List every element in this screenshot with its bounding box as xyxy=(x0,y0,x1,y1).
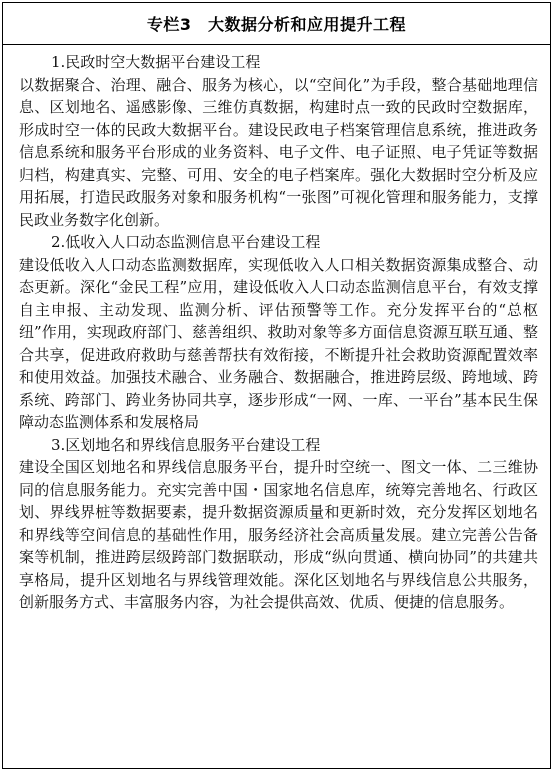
section-3-heading: 3.区划地名和界线信息服务平台建设工程 xyxy=(51,435,321,454)
column-box xyxy=(2,2,551,769)
section-1-body: 以数据聚合、治理、融合、服务为核心，以“空间化”为手段，整合基础地理信息、区划地名、遥感影像、三维仿真数据，构建时点一致的民政时空数据库，形成时空一体的民政大数据平台。建设民政电子档案管理信息系统，推进政务信息系统和服务平台形成的业务资料、电子文件、电子证照、电子凭证等数据归档，构建真实、完整、可用、安全的电子档案库。强化大数据时空分析及应用拓展，打造民政服务对象和服务机构“一张图”可视化管理和服务能力，支撑民政业务数字化创新。 xyxy=(19,75,538,229)
section-3-body: 建设全国区划地名和界线信息服务平台，提升时空统一、图文一体、二三维协同的信息服务能力。充实完善中国・国家地名信息库，统筹完善地名、行政区划、界线界桩等数据要素，提升数据资源质量和更新时效，充分发挥区划地名和界线等空间信息的基础性作用，服务经济社会高质量发展。建立完善公告备案等机制，推进跨层级跨部门数据联动，形成“纵向贯通、横向协同”的共建共享格局，提升区划地名与界线管理效能。深化区划地名与界线信息公共服务，创新服务方式、丰富服务内容，为社会提供高效、优质、便捷的信息服务。 xyxy=(19,458,538,611)
section-1-heading: 1.民政时空大数据平台建设工程 xyxy=(51,53,261,71)
box-title: 专栏3 大数据分析和应用提升工程 xyxy=(3,3,550,45)
box-content xyxy=(3,45,550,614)
section-2-body: 建设低收入人口动态监测数据库，实现低收入人口相关数据资源集成整合、动态更新。深化“金民工程”应用，建设低收入人口动态监测信息平台，有效支撑自主申报、主动发现、监测分析、评估预警等工作。充分发挥平台的“总枢纽”作用，实现政府部门、慈善组织、救助对象等多方面信息资源互联互通、整合共享，促进政府救助与慈善帮扶有效衔接，不断提升社会救助资源配置效率和使用效益。加强技术融合、业务融合、数据融合，推进跨层级、跨地域、跨系统、跨部门、跨业务协同共享，逐步形成“一网、一库、一平台”基本民生保障动态监测体系和发展格局 xyxy=(19,255,538,431)
section-2-heading: 2.低收入人口动态监测信息平台建设工程 xyxy=(51,233,321,251)
